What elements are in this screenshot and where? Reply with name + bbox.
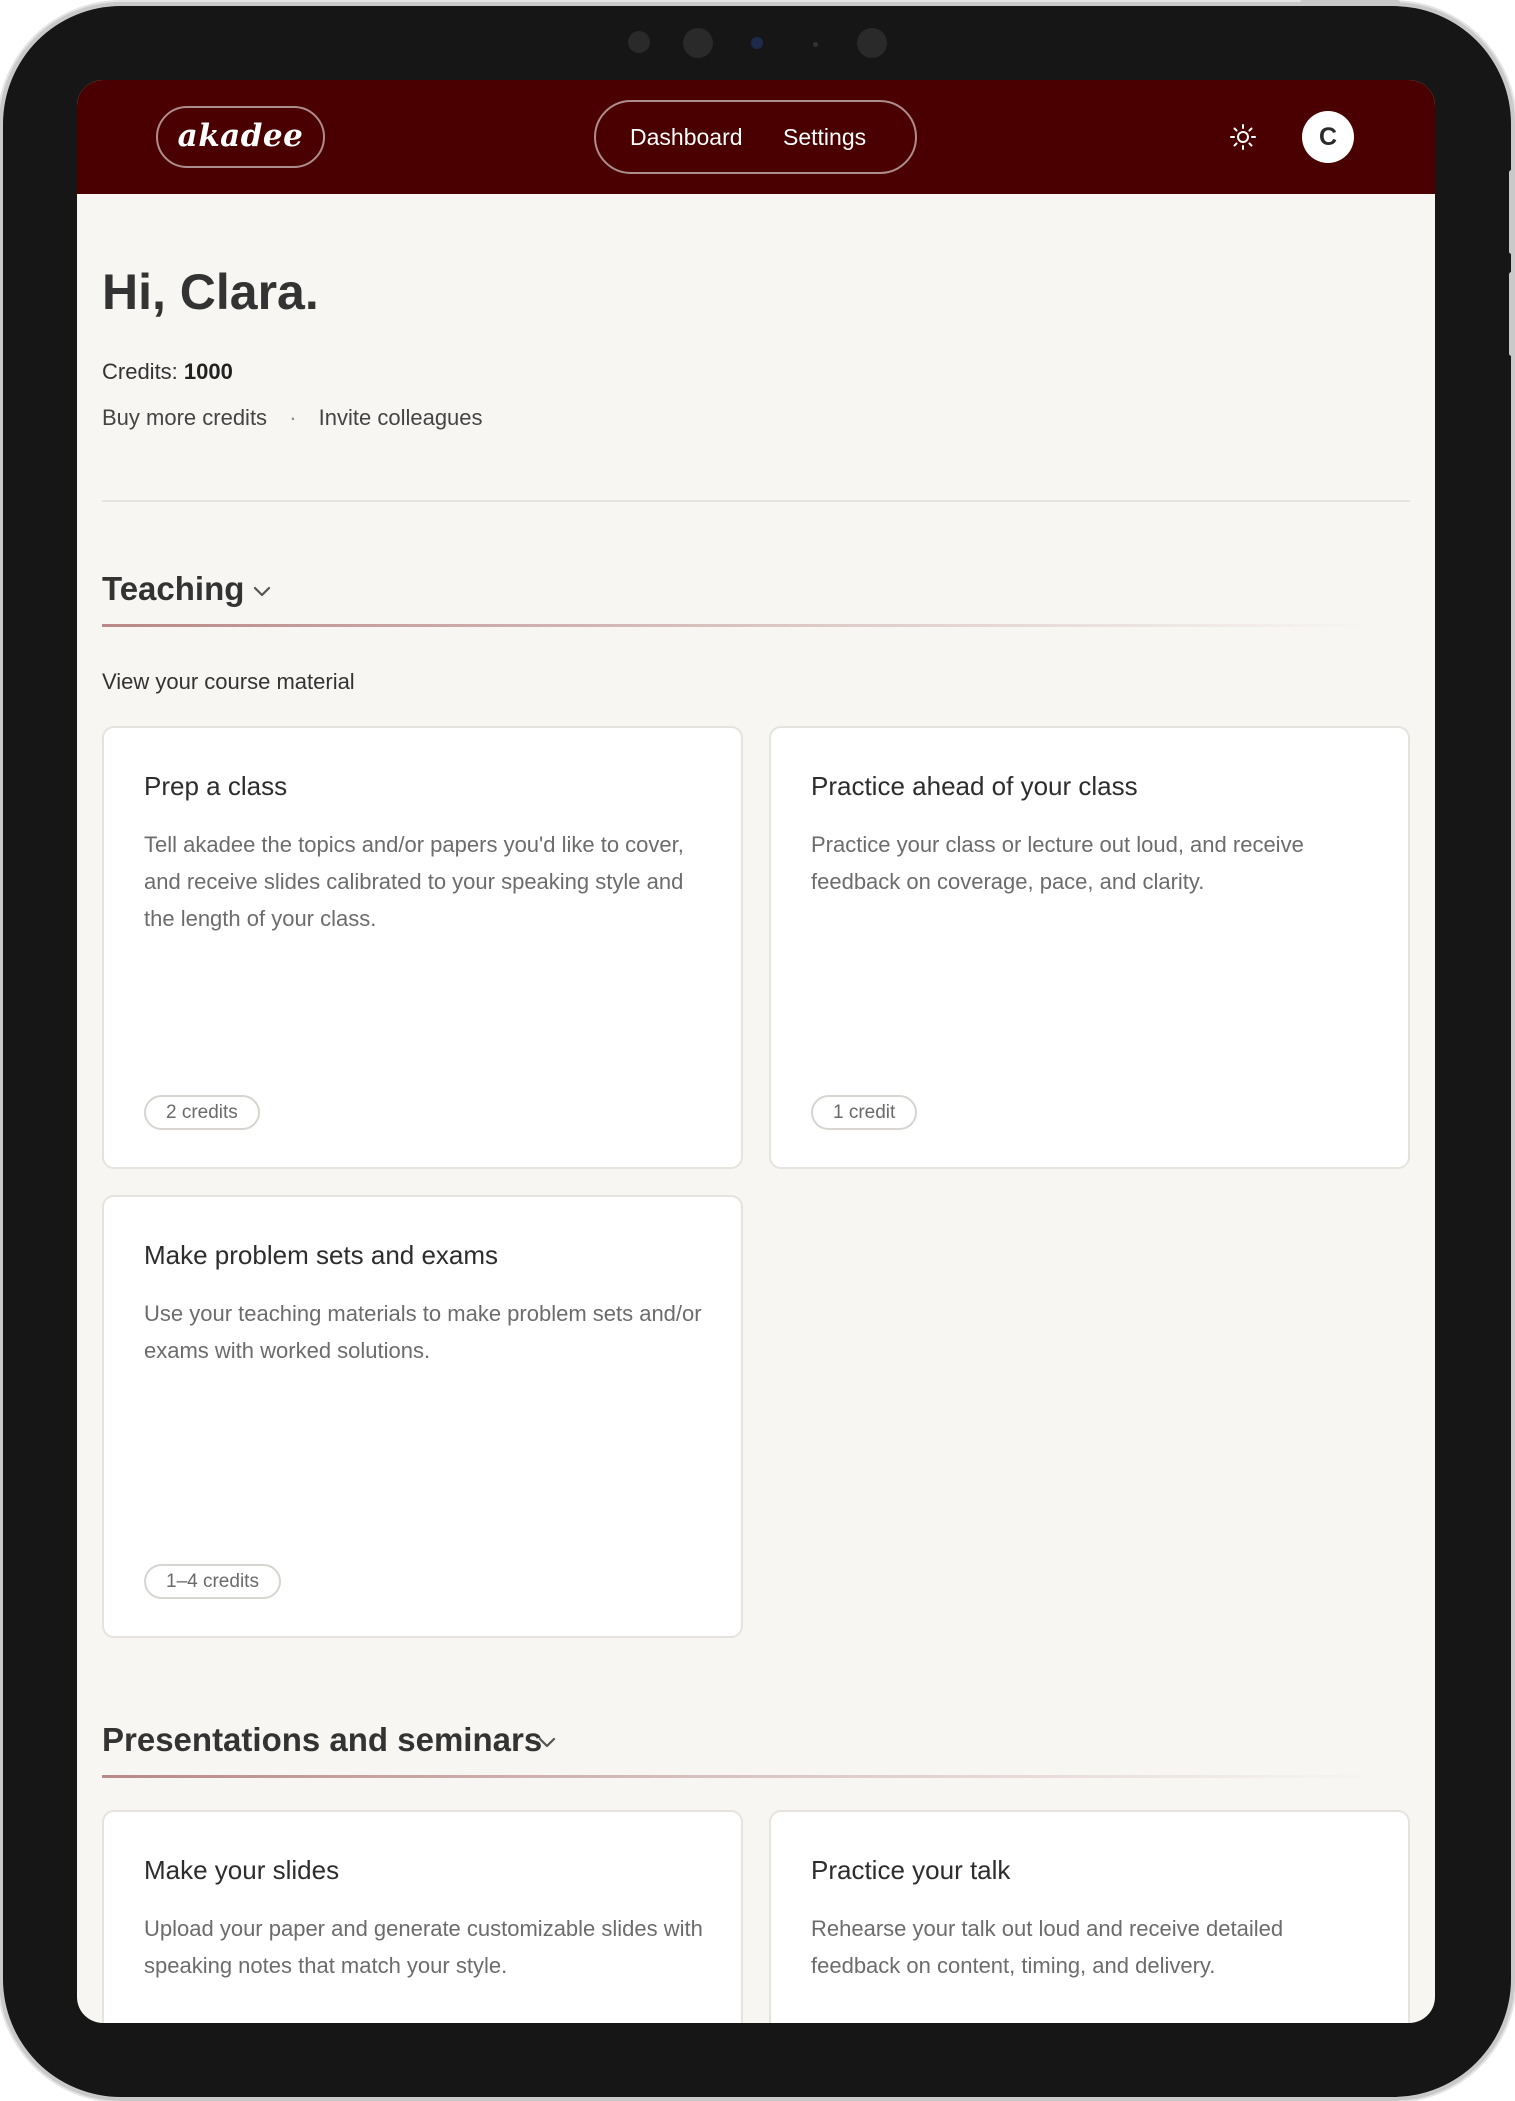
link-separator: ·: [289, 405, 297, 430]
teaching-subtitle: View your course material: [102, 669, 355, 694]
card-problem-sets[interactable]: [102, 1195, 743, 1638]
credits-badge: 1–4 credits: [144, 1564, 281, 1599]
camera-dot: [628, 31, 650, 53]
user-avatar[interactable]: C: [1302, 111, 1354, 163]
teaching-section-title[interactable]: Teaching: [102, 570, 245, 607]
card-description: Use your teaching materials to make problem sets and/or exams with worked solutions.: [144, 1301, 702, 1363]
presentations-section-title[interactable]: Presentations and seminars: [102, 1721, 543, 1758]
card-title: Make problem sets and exams: [144, 1240, 499, 1270]
card-make-slides[interactable]: [102, 1810, 743, 2023]
app-screen: [77, 80, 1435, 2023]
credits-badge: 1 credit: [811, 1095, 917, 1130]
card-description: Tell akadee the topics and/or papers you'd like to cover, and receive slides calibrated to your speaking style and the length of your class.: [144, 832, 684, 931]
card-description: Rehearse your talk out loud and receive detailed feedback on content, timing, and delivery.: [811, 1916, 1284, 1978]
chevron-down-icon[interactable]: [252, 584, 272, 598]
card-title: Prep a class: [144, 771, 288, 801]
card-practice-ahead[interactable]: [769, 726, 1410, 1169]
akadee-logo[interactable]: akadee: [156, 106, 325, 168]
section-underline: [102, 624, 1372, 627]
card-title: Make your slides: [144, 1855, 340, 1885]
power-button: [1300, 0, 1400, 5]
nav-pill: [594, 100, 917, 174]
chevron-down-icon[interactable]: [537, 1735, 557, 1749]
volume-button: [1509, 272, 1514, 356]
credits-line: [102, 359, 233, 385]
section-underline: [102, 1775, 1372, 1778]
invite-colleagues-link[interactable]: Invite colleagues: [318, 405, 483, 430]
camera-lens: [751, 37, 763, 49]
card-prep-a-class[interactable]: [102, 726, 743, 1169]
nav-settings-link[interactable]: Settings: [783, 124, 867, 150]
camera-dot: [683, 28, 713, 58]
credits-value: 1000: [183, 359, 233, 384]
top-navigation-bar: [77, 80, 1435, 194]
card-practice-talk[interactable]: [769, 1810, 1410, 2023]
greeting-heading: Hi, Clara.: [102, 264, 319, 320]
card-title: Practice your talk: [811, 1855, 1011, 1885]
buy-credits-link[interactable]: Buy more credits: [102, 405, 268, 430]
credits-badge: 2 credits: [144, 1095, 260, 1130]
card-title: Practice ahead of your class: [811, 771, 1138, 801]
volume-button: [1509, 170, 1514, 254]
camera-dot: [857, 28, 887, 58]
divider: [102, 500, 1410, 502]
sun-icon[interactable]: [1229, 123, 1257, 151]
account-links: [102, 405, 483, 431]
card-description: Upload your paper and generate customizable slides with speaking notes that match your style.: [144, 1916, 703, 1978]
credits-label: Credits:: [102, 359, 178, 384]
card-description: Practice your class or lecture out loud, and receive feedback on coverage, pace, and clarity.: [811, 832, 1304, 894]
nav-dashboard-link[interactable]: Dashboard: [630, 124, 743, 150]
camera-dot: [813, 42, 818, 47]
